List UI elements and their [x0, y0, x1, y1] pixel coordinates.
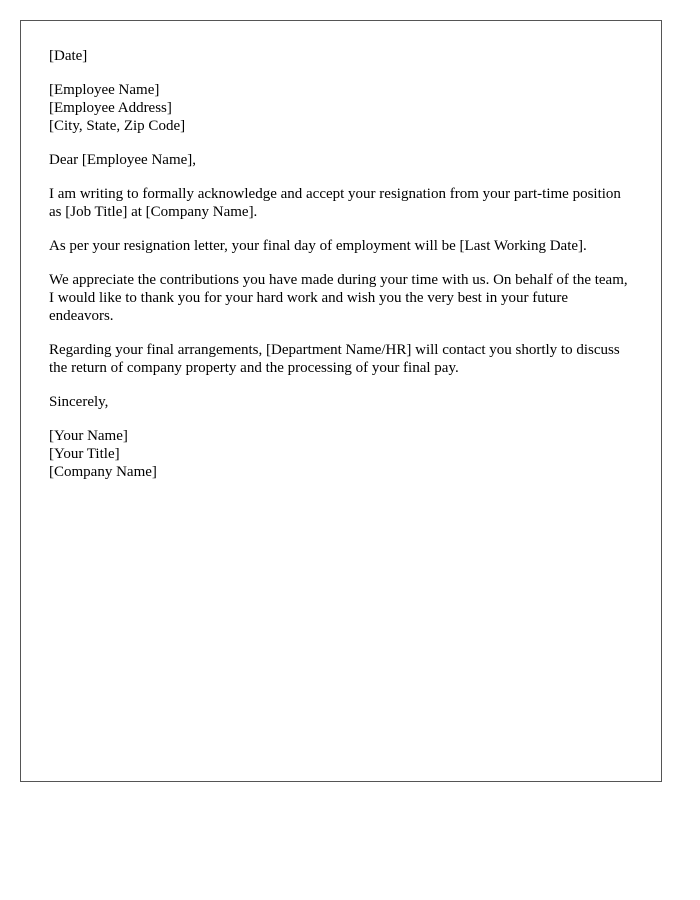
- paragraph-final-day: As per your resignation letter, your final day of employment will be [Last Working Date].: [49, 238, 587, 254]
- letter-page: [20, 20, 662, 782]
- recipient-city-state-zip: [City, State, Zip Code]: [49, 118, 186, 134]
- letter-body: [21, 21, 661, 481]
- signature-title: [Your Title]: [49, 446, 120, 462]
- paragraph-appreciation: We appreciate the contributions you have made during your time with us. On behalf of the team, I would like to thank you for your hard work and wish you the very best in your future endeavors.: [49, 272, 628, 324]
- signature-company: [Company Name]: [49, 464, 157, 480]
- letter-date: [Date]: [49, 48, 88, 64]
- recipient-name: [Employee Name]: [49, 82, 160, 98]
- paragraph-arrangements: Regarding your final arrangements, [Department Name/HR] will contact you shortly to discuss the return of company property and the processing of your final pay.: [49, 342, 620, 376]
- recipient-address: [Employee Address]: [49, 100, 172, 116]
- signature-block: [49, 427, 633, 481]
- paragraph-acknowledgement: I am writing to formally acknowledge and accept your resignation from your part-time position as [Job Title] at [Company Name].: [49, 186, 621, 220]
- recipient-block: [49, 81, 633, 135]
- closing: Sincerely,: [49, 394, 109, 410]
- signature-name: [Your Name]: [49, 428, 128, 444]
- salutation: Dear [Employee Name],: [49, 152, 197, 168]
